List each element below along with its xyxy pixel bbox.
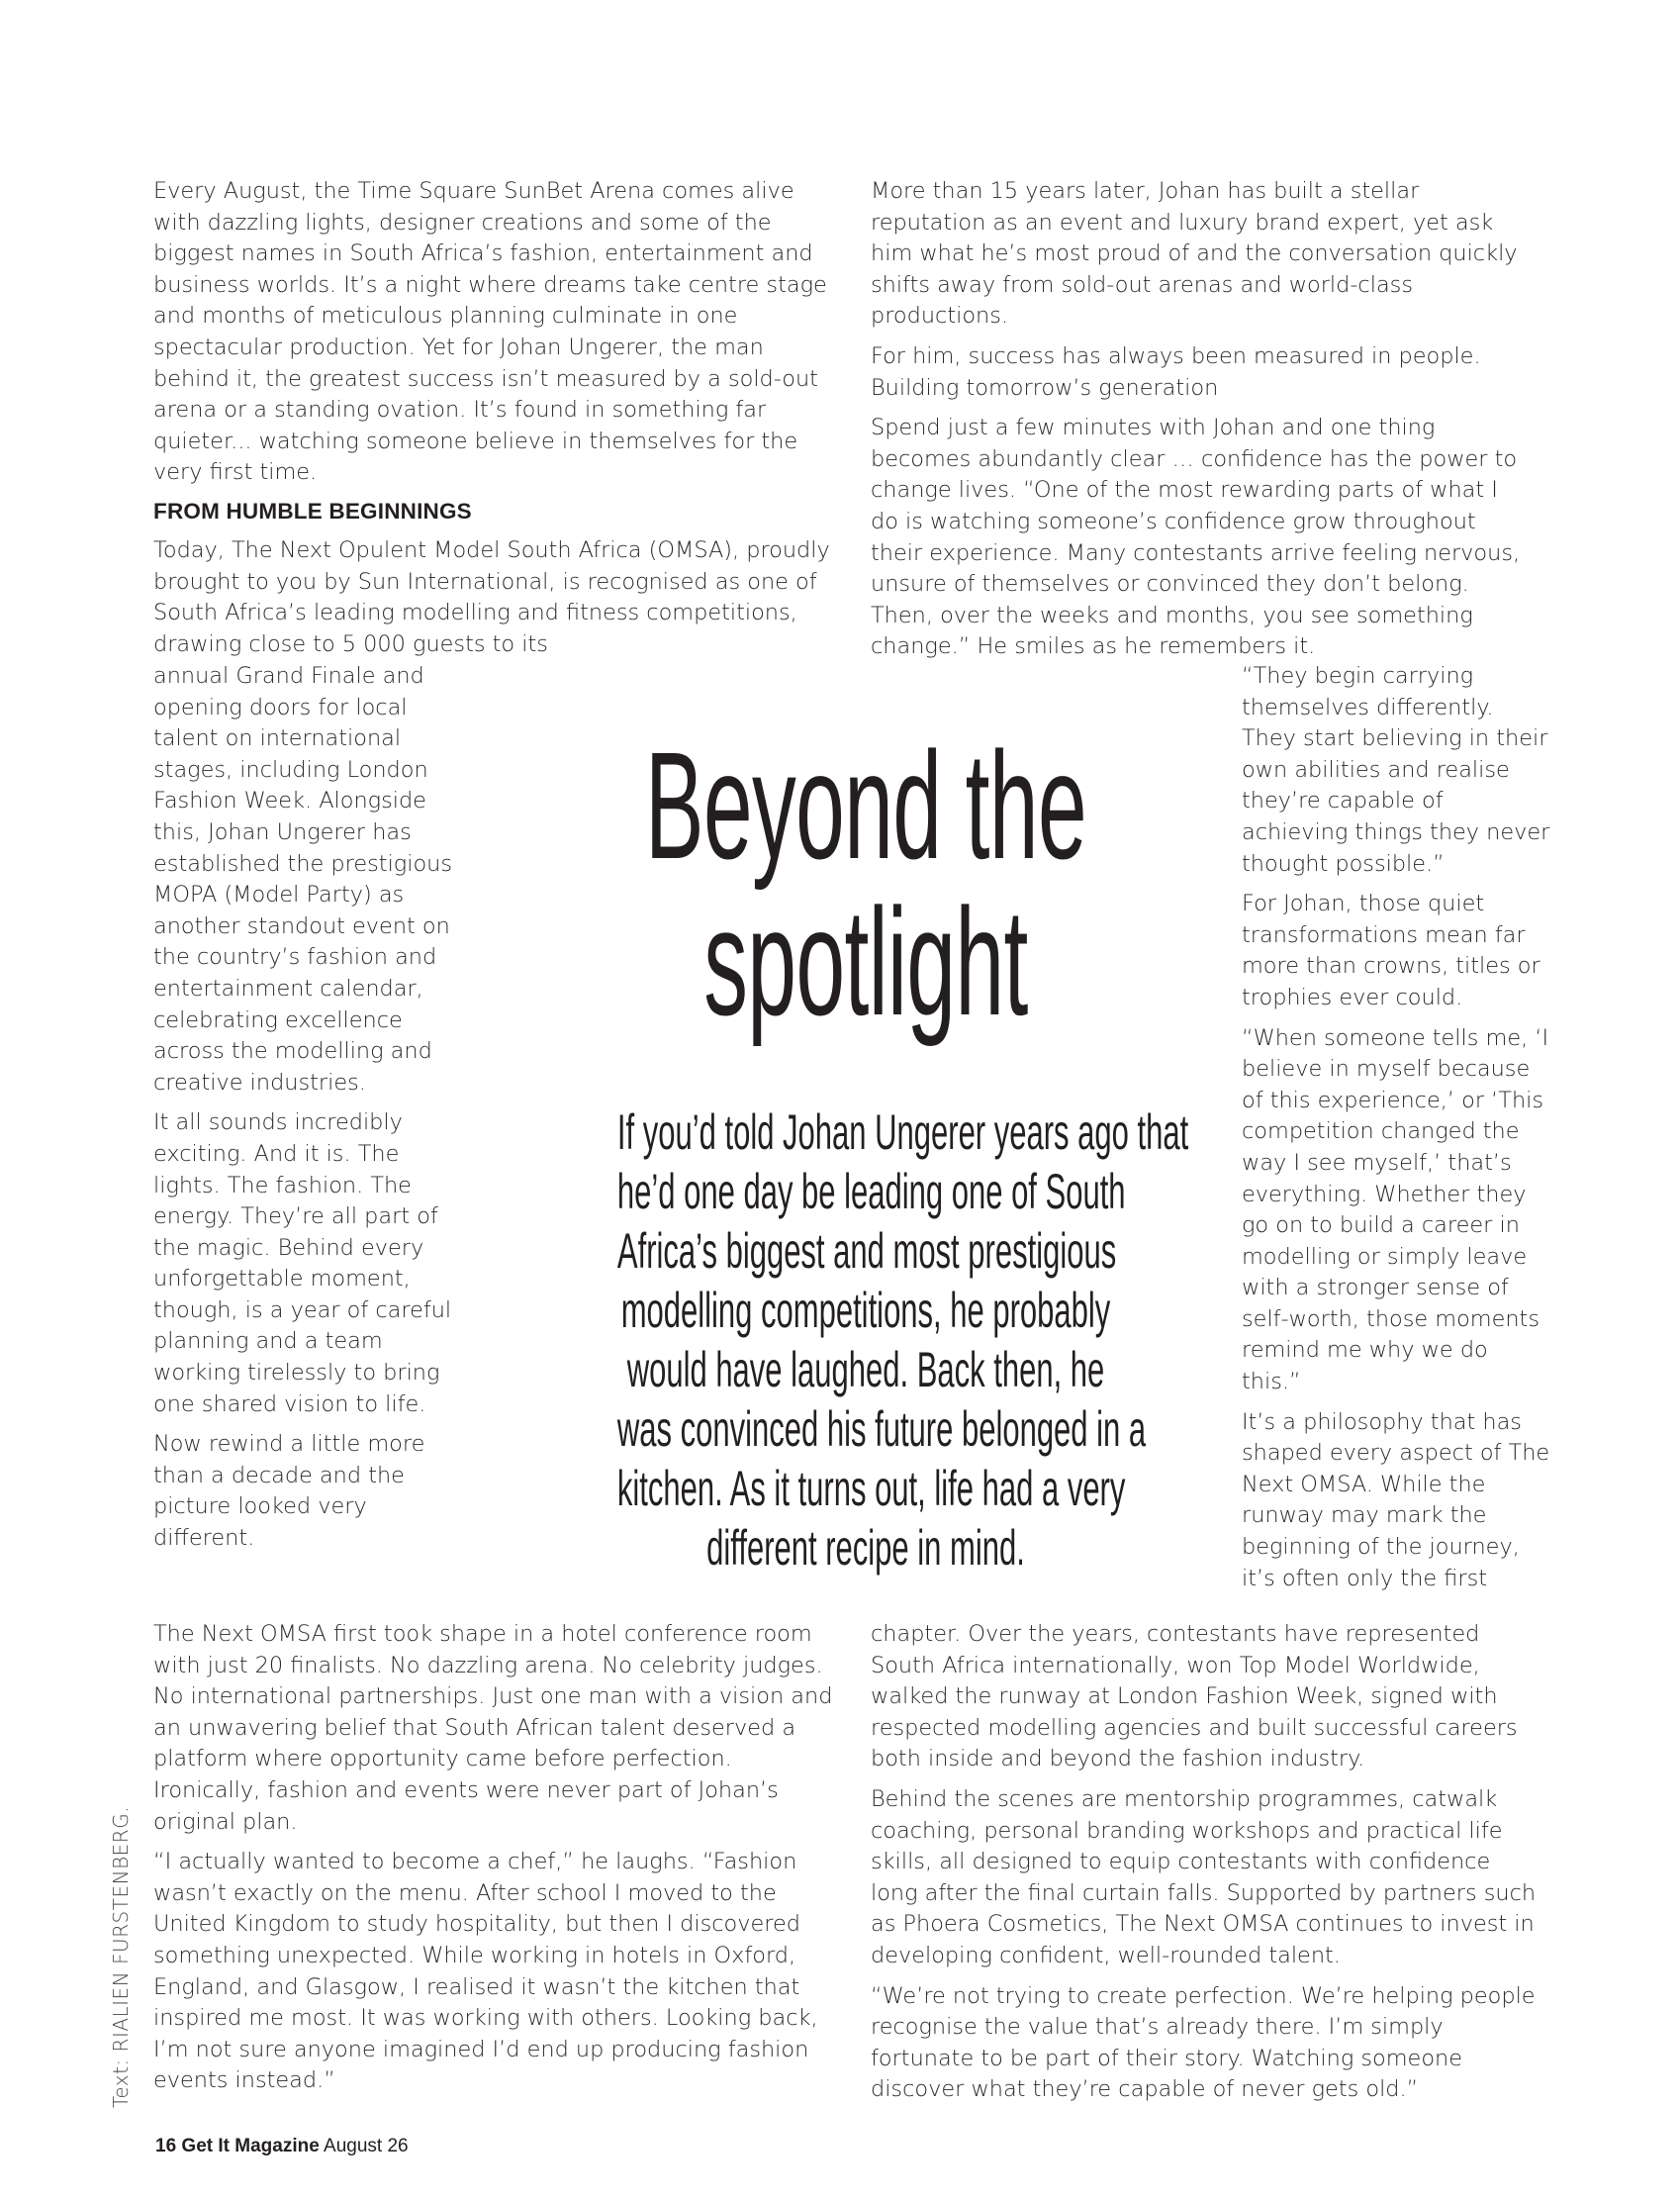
standfirst-line: kitchen. As it turns out, life had a very [616,1461,1126,1516]
column2-bottom [871,1619,1543,2115]
paragraph: annual Grand Finale and opening doors for local talent on international stages, including London Fashion Week. Alongside this, Johan Ungerer has established the prestigious MOPA (Model Party) as another standout event on the country’s fashion and entertainment calendar, celebrating excellence across the modelling and creative industries. [153,663,453,1096]
folio [155,2136,409,2157]
standfirst-line: he’d one day be leading one of South [616,1164,1126,1219]
column1-intro [153,535,836,669]
paragraph: For Johan, those quiet transformations mean far more than crowns, titles or trophies ever could. [1242,891,1540,1010]
column2-top [871,176,1524,672]
paragraph: Now rewind a little more than a decade and the picture looked very different. [153,1431,425,1552]
paragraph: “I actually wanted to become a chef,” he laughs. “Fashion wasn’t exactly on the menu. After school I moved to the United Kingdom to study hospitality, but then I discovered something unexpected. While working in hotels in Oxford, England, and Glasgow, I realised it wasn’t the kitchen that inspired me most. It was working with others. Looking back, I’m not sure anyone imagined I’d end up producing fashion events instead.” [153,1849,818,2094]
paragraph: The Next OMSA first took shape in a hotel conference room with just 20 finalists. No dazzling arena. No celebrity judges. No international partnerships. Just one man with a vision and an unwavering belief that South African talent deserved a platform where opportunity came before perfection. Ironically, fashion and events were never part of Johan’s original plan. [153,1621,833,1835]
paragraph: “They begin carrying themselves differently. They start believing in their own abilities and realise they’re capable of achieving things they never thought possible.” [1242,663,1550,877]
standfirst-line: was convinced his future belonged in a [616,1401,1147,1457]
subheading: FROM HUMBLE BEGINNINGS [153,499,472,524]
paragraph: Behind the scenes are mentorship programmes, catwalk coaching, personal branding workshops and practical life skills, all designed to equip contestants with confidence long after the final curtain falls. Supported by partners such as Phoera Cosmetics, The Next OMSA continues to invest in developing confident, well-rounded talent. [871,1785,1537,1968]
author-credit: Text: RIALIEN FURSTENBERG. [109,1805,133,2108]
standfirst-line: modelling competitions, he probably [620,1283,1111,1338]
headline [465,720,1266,1047]
standfirst-line: Africa’s biggest and most prestigious [616,1223,1117,1279]
column1-narrow [153,661,468,1564]
paragraph: It’s a philosophy that has shaped every aspect of The Next OMSA. While the runway may mark the beginning of the journey, it’s often only the first [1242,1408,1550,1591]
paragraph: For him, success has always been measured in people. Building tomorrow’s generation [871,342,1481,401]
column2-narrow [1242,661,1553,1603]
headline-line: spotlight [703,877,1028,1047]
paragraph: Every August, the Time Square SunBet Arena comes alive with dazzling lights, designer creations and some of the biggest names in South Africa’s fashion, entertainment and business worlds. It’s a night where dreams take centre stage and months of meticulous planning culminate in one spectacular production. Yet for Johan Ungerer, the man behind it, the greatest success isn’t measured by a sold-out arena or a standing ovation. It’s found in something far quieter... watching someone believe in themselves for the very first time. [153,178,827,486]
paragraph: “We’re not trying to create perfection. We’re helping people recognise the value that’s already there. I’m simply fortunate to be part of their story. Watching someone discover what they’re capable of never gets old.” [871,1982,1536,2103]
column1-top [153,176,836,498]
standfirst-line: If you’d told Johan Ungerer years ago that [616,1104,1189,1160]
standfirst-line: would have laughed. Back then, he [626,1342,1105,1397]
headline-line: Beyond the [644,720,1087,891]
paragraph: More than 15 years later, Johan has built a stellar reputation as an event and luxury brand expert, yet ask him what he’s most proud of and the conversation quickly shifts away from sold-out arenas and world-class productions. [871,178,1518,330]
paragraph: chapter. Over the years, contestants have represented South Africa internationally, won Top Model Worldwide, walked the runway at London Fashion Week, signed with respected modelling agencies and built successful careers both inside and beyond the fashion industry. [871,1621,1518,1772]
issue-date: August 26 [324,2136,409,2156]
paragraph: Spend just a few minutes with Johan and one thing becomes abundantly clear … confidence has the power to change lives. “One of the most rewarding parts of what I do is watching someone’s confidence grow throughout their experience. Many contestants arrive feeling nervous, unsure of themselves or convinced they don’t belong. Then, over the weeks and months, you see something change.” He smiles as he remembers it. [871,415,1521,660]
column1-bottom [153,1619,841,2106]
standfirst [465,1102,1266,1578]
standfirst-line: different recipe in mind. [706,1520,1025,1576]
paragraph: It all sounds incredibly exciting. And it is. The lights. The fashion. The energy. They’re all part of the magic. Behind every unforgettable moment, though, is a year of careful planning and a team working tirelessly to bring one shared vision to life. [153,1109,452,1417]
page-number: 16 [155,2136,177,2156]
paragraph: “When someone tells me, ‘I believe in myself because of this experience,’ or ‘This competition changed the way I see myself,’ that’s everything. Whether they go on to build a career in modelling or simply leave with a stronger sense of self-worth, those moments remind me why we do this.” [1242,1024,1549,1395]
paragraph: Today, The Next Opulent Model South Africa (OMSA), proudly brought to you by Sun International, is recognised as one of South Africa’s leading modelling and fitness competitions, drawing close to 5 000 guests to its [153,537,830,657]
magazine-name: Get It Magazine [181,2136,320,2156]
